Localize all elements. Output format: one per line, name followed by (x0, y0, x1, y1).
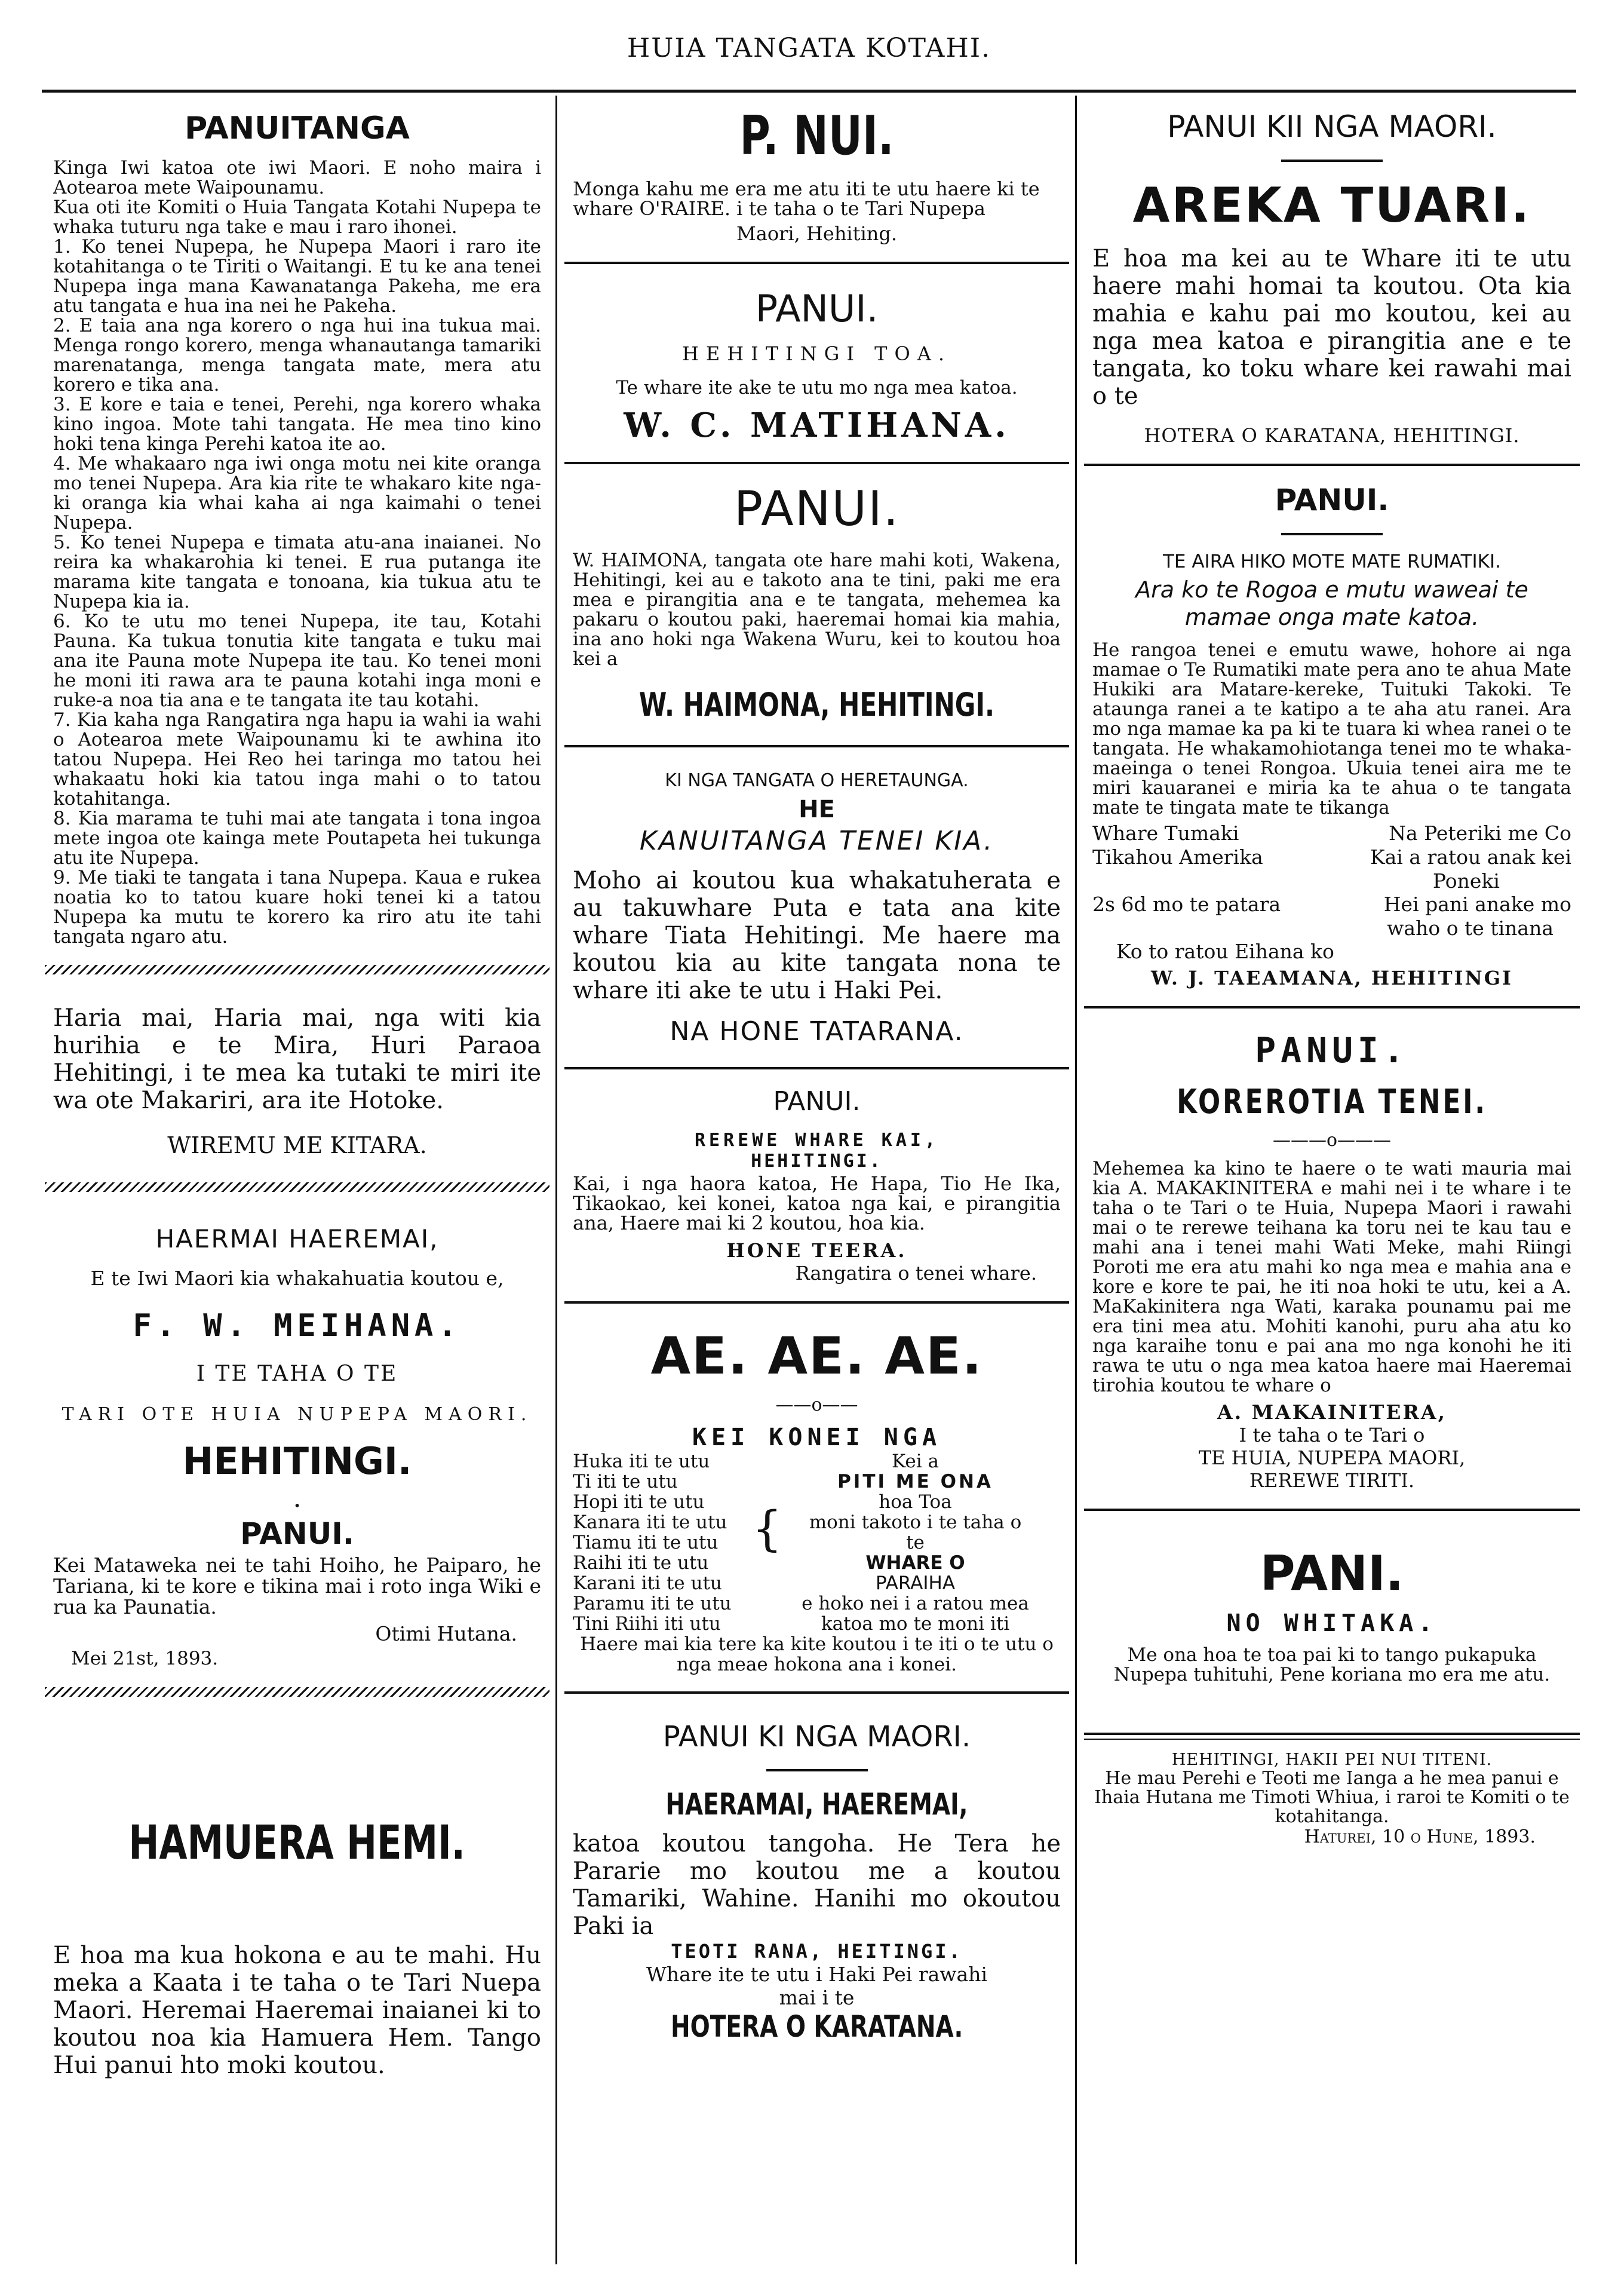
section-rule (564, 1067, 1069, 1069)
rumatiki-cell: Tikahou Amerika (1092, 845, 1263, 869)
panui-hoiho-notice (45, 1513, 549, 1669)
panui-hoiho-body: Kei Mataweka nei te tahi Hoiho, he Paiparo, he Tariana, ki te kore e tikina mai i roto inga Wiki e rua ka Paunatia. (53, 1553, 541, 1618)
rumatiki-cell: Hei pani anake mo (1383, 893, 1571, 916)
panui-matihana-sub: HEHITINGI TOA. (681, 342, 952, 365)
panui-maori-notice (564, 1710, 1069, 2044)
areka-place: HOTERA O KARATANA, HEHITINGI. (1144, 424, 1520, 447)
list-item: Kanara iti te utu (573, 1512, 727, 1533)
dot-ornament: • (293, 1498, 301, 1513)
panui-hoiho-heading: PANUI. (240, 1516, 354, 1551)
ae-r5: te (906, 1532, 925, 1553)
ae-r7: PARAIHA (875, 1572, 956, 1594)
pani-sub: NO WHITAKA. (1226, 1610, 1438, 1637)
pani-body: Me ona hoa te toa pai ki to tango pukapuka Nupepa tuhituhi, Pene koriana mo era me atu. (1113, 1644, 1551, 1685)
section-rule (564, 462, 1069, 464)
korerotia-sub: KOREROTIA TENEI. (1177, 1083, 1487, 1121)
paragraph: 5. Ko tenei Nupepa e timata atu-ana inaianei. No reira ka whakarohia ki tenei. E rua putanga ite marama kite tangata e tonoana, kia tukua atu te Nupepa kia ia. (53, 532, 541, 612)
panuitanga-notice (45, 105, 549, 947)
masthead-title: HUIA TANGATA KOTAHI. (627, 33, 991, 63)
rumatiki-heading: PANUI. (1275, 483, 1389, 517)
rumatiki-notice (1084, 483, 1580, 989)
rumatiki-line: Ko to ratou Eihana ko (1116, 940, 1334, 963)
areka-body: E hoa ma kei au te Whare iti te utu haere mahi homai ta koutou. Ota kia mahia e kahu pai mo koutou, kei au nga mea katoa e pirangitia ane e te tangata, ko toku whare kei rawahi mai o te (1092, 245, 1571, 410)
rumatiki-row (1092, 893, 1571, 916)
kanuitanga-notice (564, 764, 1069, 1050)
list-item: Karani iti te utu (573, 1572, 722, 1594)
list-item: Ti iti te utu (573, 1471, 678, 1492)
rumatiki-cell: Whare Tumaki (1092, 821, 1239, 845)
korerotia-name: A. MAKAINITERA, (1217, 1400, 1447, 1424)
pani-heading: PANI. (1260, 1546, 1404, 1601)
ae-r2: PITI ME ONA (837, 1471, 993, 1492)
ae-r8: e hoko nei i a ratou mea (802, 1593, 1029, 1614)
footer-rule-thin (1084, 1739, 1580, 1740)
korerotia-line: REREWE TIRITI. (1249, 1469, 1415, 1492)
paragraph: 9. Me tiaki te tangata i tana Nupepa. Kaua e rukea noatia ko to tatou kuare hoki tenei ki a tatou Nupepa ka mutu te korero ka riro atu ite tahi tangata ngaro atu. (53, 867, 541, 947)
rumatiki-row (1092, 845, 1571, 869)
section-rule (564, 1691, 1069, 1694)
wavy-divider (45, 965, 549, 974)
panui-hoiho-date: Mei 21st, 1893. (71, 1648, 219, 1669)
list-item: Hopi iti te utu (573, 1491, 705, 1513)
kanuitanga-he: HE (799, 796, 835, 823)
imprint-body: He mau Perehi e Teoti me Ianga a he mea panui e Ihaia Hutana me Timoti Whiua, i raroi te Komiti o te kotahitanga. (1094, 1768, 1570, 1827)
imprint-title: HEHITINGI, HAKII PEI NUI TITENI. (1171, 1751, 1493, 1769)
section-rule (1084, 1006, 1580, 1008)
rumatiki-cell: 2s 6d mo te patara (1092, 893, 1281, 916)
rerewe-heading: PANUI. (773, 1086, 861, 1117)
paragraph: 1. Ko tenei Nupepa, he Nupepa Maori i raro ite kotahitanga o te Tiriti o Waitangi. E tu ke ana tenei Nupepa inga mana Kawanatanga Pakeha, me era atu tangata e hua ina nei he Pakeha. (53, 236, 541, 317)
brace-glyph: { (752, 1501, 782, 1556)
haria-signature: WIREMU ME KITARA. (167, 1132, 427, 1158)
section-rule (1084, 1509, 1580, 1511)
haria-notice (45, 992, 549, 1164)
panui-maori-heading: PANUI KI NGA MAORI. (662, 1720, 971, 1754)
panui-haimona-body: W. HAIMONA, tangata ote hare mahi koti, Wakena, Hehitingi, kei au e takoto ana te tini, paki me era mea e pirangitia ana e te tangata, mehemea ka pakaru o koutou paki, haeremai homai kia mahia, ina ano hoki nga Wakena Wuru, kei to koutou hoa kei a (573, 550, 1061, 670)
wavy-divider (45, 1182, 549, 1192)
ae-r4: moni takoto i te taha o (809, 1512, 1022, 1533)
panui-haimona-heading: PANUI. (733, 481, 900, 537)
paragraph: 4. Me whakaaro nga iwi onga motu nei kite oranga mo tenei Nupepa. Ara kia rite te whakaro kite nga-ki oranga kia whai kaha ai nga kaimahi o tenei Nupepa. (53, 453, 541, 534)
p-nui-place: Maori, Hehiting. (736, 222, 898, 245)
column-divider (555, 96, 557, 2264)
paragraph: 8. Kia marama te tuhi mai ate tangata i tona ingoa mete ingoa ote kainga mete Poutapeta hei tukunga atu ite Nupepa. (53, 808, 541, 869)
ornament-rule: ———o——— (1272, 1130, 1392, 1151)
panui-maori-line: Whare ite te utu i Haki Pei rawahi (646, 1963, 988, 1986)
haermai-heading: HAERMAI HAEREMAI, (155, 1224, 439, 1253)
areka-top: PANUI KII NGA MAORI. (1167, 109, 1497, 144)
rumatiki-sub: TE AIRA HIKO MOTE MATE RUMATIKI. (1162, 551, 1502, 572)
paragraph: 3. E kore e taia e tenei, Perehi, nga korero whaka kino ingoa. Mote tahi tangata. He mea tino kino hoki tena kinga Perehi katoa ite ao. (53, 394, 541, 455)
korerotia-line: TE HUIA, NUPEPA MAORI, (1198, 1446, 1466, 1469)
list-item: Paramu iti te utu (573, 1593, 732, 1614)
areka-heading: AREKA TUARI. (1132, 177, 1531, 233)
ae-r6: WHARE O (865, 1552, 965, 1574)
section-rule (564, 262, 1069, 264)
wavy-divider (45, 1687, 549, 1697)
panui-maori-line2: mai i te (779, 1986, 855, 2009)
pani-notice (1084, 1528, 1580, 1685)
ae-r9: katoa mo te moni iti (821, 1613, 1010, 1635)
panui-matihana-name: W. C. MATIHANA. (624, 406, 1010, 445)
rumatiki-body: He rangoa tenei e emutu wawe, hohore ai nga mamae o Te Rumatiki mate pera ano te ahua Mate Hukiki ara Matare-kereke, Tuituki Takoki. Te ataunga ranei a te katipo a te aha atu ranei. Ara mo nga mamae ka pa ki te tuara ki whea ranei o te tangata. He whakamohiotanga tenei mo te whaka-maeinga o tenei Rongoa. Ukuia tenei aira me te miri kauaranei e miria ka te ahua o te tangata mate te tingata mate te tikanga (1092, 639, 1571, 819)
korerotia-body: Mehemea ka kino te haere o te wati mauria mai kia A. MAKAKINITERA e mahi nei i te whare i te taha o te Tari o te Huia, Nupepa Maori i rawahi mai o te rerewe teihana ka toru nei te kau tau e mahi ana i tenei mahi Wati Meke, mahi Riingi Poroti me era atu mahi ko nga mea e mahia ana e kore e kore te pai, he iti noa hoki te utu, kei a A. MaKakinitera nga Wati, karaka pounamu pai me era tini mea atu. Mohiti kanohi, puru aha atu ko nga karaihe tonu e pai ana mo nga konohi he iti rawa te utu o nga mea katoa haere mai Haeremai tirohia koutou te whare o (1092, 1158, 1571, 1396)
haermai-sub1: I TE TAHA O TE (196, 1362, 398, 1386)
ornament-rule: ——o—— (775, 1394, 858, 1415)
paragraph: 2. E taia ana nga korero o nga hui ina tukua mai. Menga rongo korero, menga whanautanga tamariki marenatanga, menga tangata mate, mera atu korero e tika ana. (53, 315, 541, 396)
short-rule (1281, 533, 1383, 535)
kanuitanga-name: NA HONE TATARANA. (670, 1016, 964, 1047)
rumatiki-cell: Poneki (1432, 869, 1500, 893)
kanuitanga-body: Moho ai koutou kua whakatuherata e au takuwhare Puta e tata ana kite whare Tiata Hehitingi. Me haere ma koutou kia au kite tangata nona te whare iti ake te utu i Haki Pei. (573, 867, 1061, 1004)
panui-maori-body: katoa koutou tangoha. He Tera he Pararie mo koutou me a koutou Tamariki, Wahine. Hanihi mo okoutou Paki ia (573, 1830, 1061, 1940)
list-item: Tiamu iti te utu (573, 1532, 719, 1553)
haermai-line: E te Iwi Maori kia whakahuatia koutou e, (90, 1267, 504, 1290)
paragraph: 7. Kia kaha nga Rangatira nga hapu ia wahi ia wahi o Aotearoa mete Waipounamu ki te awhina ito tatou Nupepa. Hei Reo hei taringa mo tatou hei whakaatu hoki kia tatou inga mahi o to tatou kotahitanga. (53, 709, 541, 810)
rerewe-notice (564, 1086, 1069, 1285)
haermai-sub2: TARI OTE HUIA NUPEPA MAORI. (62, 1404, 533, 1425)
p-nui-notice (564, 105, 1069, 245)
rerewe-body: Kai, i nga haora katoa, He Hapa, Tio He Ika, Tikaokao, kei konei, katoa nga kai, e pirangitia ana, Haere mai ki 2 koutou, hoa kia. (573, 1172, 1061, 1234)
ae-r1: Kei a (892, 1451, 939, 1472)
ae-footer: Haere mai kia tere ka kite koutou i te iti o te utu o nga meae hokona ana i konei. (580, 1633, 1054, 1675)
kanuitanga-top: KI NGA TANGATA O HERETAUNGA. (665, 770, 969, 791)
paragraph: 6. Ko te utu mo tenei Nupepa, ite tau, Kotahi Pauna. Ka tukua tonutia kite tangata e tuku mai ana ite Pauna mote Nupepa ite tau. Ko tenei moni he moni iti rawa ara te pauna kotahi inga moni e ruke-a noa tia ana e te tangata ite tau kotahi. (53, 611, 541, 711)
rumatiki-name: W. J. TAEAMANA, HEHITINGI (1150, 967, 1513, 989)
section-rule (564, 1301, 1069, 1304)
panui-haimona-name: W. HAIMONA, HEHITINGI. (638, 686, 995, 724)
masthead-rule (42, 90, 1576, 93)
rumatiki-cell: waho o te tinana (1387, 916, 1553, 940)
p-nui-body: Monga kahu me era me atu iti te utu haere ki te whare O'RAIRE. i te taha o te Tari Nupepa (573, 177, 1040, 220)
korerotia-notice (1084, 1025, 1580, 1492)
haermai-place: HEHITINGI. (182, 1439, 412, 1483)
panui-maori-sub: HAERAMAI, HAEREMAI, (665, 1787, 968, 1822)
rumatiki-cell: Kai a ratou anak kei (1370, 845, 1571, 869)
korerotia-heading: PANUI. (1255, 1030, 1409, 1071)
rumatiki-cell: Na Peteriki me Co (1389, 821, 1571, 845)
column-3 (1084, 105, 1580, 2267)
paragraph: Kinga Iwi katoa ote iwi Maori. E noho maira i Aotearoa mete Waipounamu. (53, 157, 541, 198)
ae-heading: AE. AE. AE. (650, 1326, 983, 1386)
panui-matihana-notice (564, 281, 1069, 445)
ae-sub: KEI KONEI NGA (692, 1424, 942, 1451)
panui-matihana-heading: PANUI. (755, 287, 879, 330)
panuitanga-heading: PANUITANGA (185, 111, 410, 146)
imprint (1084, 1751, 1580, 1847)
short-rule (1281, 160, 1383, 162)
rerewe-title: Rangatira o tenei whare. (795, 1262, 1037, 1285)
panui-maori-hotel: HOTERA O KARATANA. (670, 2009, 963, 2044)
imprint-date: Haturei, 10 o Hune, 1893. (1304, 1826, 1536, 1847)
haermai-name: F. W. MEIHANA. (133, 1308, 462, 1344)
ae-notice (564, 1320, 1069, 1675)
column-divider (1075, 96, 1077, 2264)
panui-maori-name: TEOTI RANA, HEITINGI. (671, 1940, 963, 1963)
rerewe-sub: REREWE WHARE KAI, (694, 1130, 940, 1151)
section-rule (564, 745, 1069, 747)
panui-haimona-notice (564, 481, 1069, 728)
rerewe-name: HONE TEERA. (726, 1239, 907, 1262)
haria-body: Haria mai, Haria mai, nga witi kia hurihia e te Mira, Huri Paraoa Hehitingi, i te mea ka tutaki te miri ite wa ote Makariri, ara ite Hotoke. (53, 1004, 541, 1114)
panui-matihana-body: Te whare ite ake te utu mo nga mea katoa. (616, 377, 1018, 398)
korerotia-line: I te taha o te Tari o (1239, 1424, 1425, 1446)
kanuitanga-heading: KANUITANGA TENEI KIA. (639, 826, 994, 856)
list-item: Raihi iti te utu (573, 1552, 709, 1574)
p-nui-heading: P. NUI. (739, 105, 894, 167)
rumatiki-row (1092, 821, 1571, 845)
footer-rule (1084, 1733, 1580, 1735)
hamuera-heading: HAMUERA HEMI. (128, 1816, 466, 1870)
ae-list (573, 1451, 1061, 1634)
column-1 (45, 105, 549, 2267)
hamuera-body: E hoa ma kua hokona e au te mahi. Hu meka a Kaata i te taha o te Tari Nuepa Maori. Heremai Haeremai inaianei ki to koutou noa kia Hamuera Hem. Tango Hui panui hto moki koutou. (53, 1942, 541, 2079)
ae-r3: hoa Toa (879, 1491, 952, 1513)
haermai-notice (45, 1210, 549, 1513)
column-2 (564, 105, 1069, 2267)
list-item: Huka iti te utu (573, 1451, 710, 1472)
short-rule (766, 1769, 868, 1771)
hamuera-notice (45, 1715, 549, 2079)
list-item: Tini Riihi iti utu (573, 1613, 721, 1635)
section-rule (1084, 464, 1580, 466)
paragraph: Kua oti ite Komiti o Huia Tangata Kotahi Nupepa te whaka tuturu nga take e mau i raro ihonei. (53, 197, 541, 238)
rerewe-place: HEHITINGI. (751, 1151, 883, 1172)
areka-notice (1084, 105, 1580, 447)
rumatiki-italic: Ara ko te Rogoa e mutu waweai te mamae onga mate katoa. (1135, 577, 1528, 630)
panui-hoiho-signature: Otimi Hutana. (375, 1622, 517, 1645)
